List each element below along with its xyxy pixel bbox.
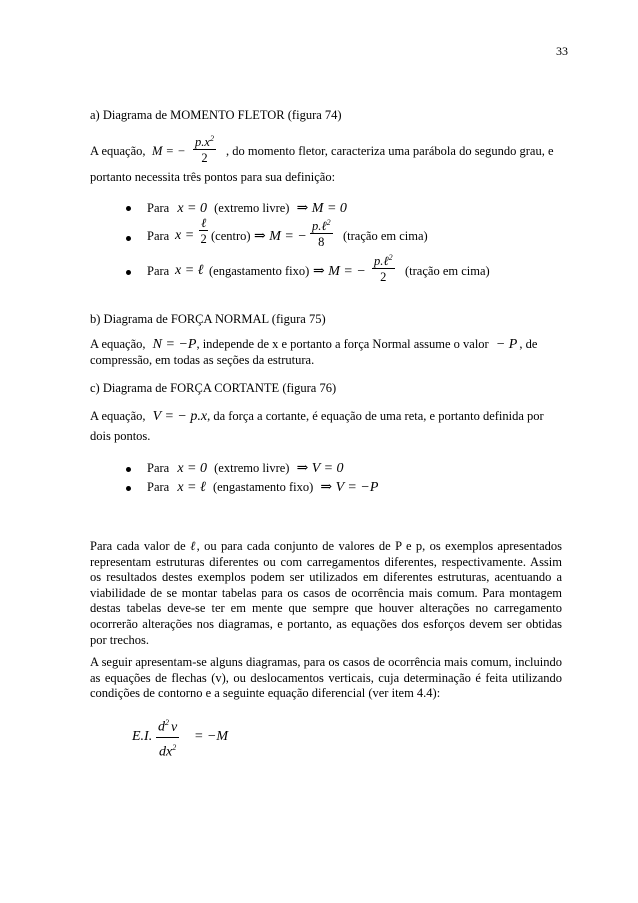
section-c-heading: c) Diagrama de FORÇA CORTANTE (figura 76) [90, 381, 337, 395]
center-moment-fraction [310, 216, 333, 250]
moment-den: 2 [201, 151, 208, 166]
bullet-result-lhs: ⇒ M = − [254, 229, 307, 244]
bullet-prefix: Para [147, 201, 170, 215]
moment-num: p.x [195, 135, 210, 150]
center-moment-num: p.ℓ [312, 219, 327, 234]
center-moment-exp: 2 [326, 218, 331, 227]
text: , ou para cada conjunto de valores de P e p, os exemplos apresentados representam estruturas diferentes ou com carregamentos diferentes, respectivamente. Assim os resultados destes exemplos podem ser utilizados em diferentes estruturas, acentuando a viabilidade de se montar tabelas para os casos de ocorrência mais comum. Para montagem destas tabelas deve-se ter em mente que sempre que houver alterações no carregamento ocorrerão alterações nos diagramas, e portanto, as equações dos esforços devem ser obtidas por trechos. [90, 539, 562, 647]
moment-num-exp: 2 [209, 134, 214, 143]
text: A equação, [90, 337, 146, 351]
section-a-intro-line1 [90, 132, 562, 170]
differential-equation [132, 714, 272, 758]
bullet-note: (extremo livre) [214, 201, 290, 215]
bullet-dot [126, 236, 131, 241]
section-c-bullet-1 [147, 460, 344, 477]
section-c-line1 [90, 409, 544, 425]
fixed-moment-den: 2 [380, 270, 387, 285]
center-num: ℓ [201, 216, 207, 230]
bullet-condition: x = ℓ [175, 263, 204, 278]
bullet-prefix: Para [147, 229, 170, 243]
intro-text-before: A equação, [90, 144, 146, 158]
normal-value: − P [495, 337, 518, 352]
eq-lhs: E.I. [132, 729, 153, 744]
section-a-bullet-2 [147, 216, 467, 250]
center-moment-den: 8 [318, 235, 325, 250]
section-b-line2: compressão, em todas as seções da estrutura. [90, 353, 315, 367]
bullet-dot [126, 206, 131, 211]
bullet-condition-lhs: x = [175, 228, 195, 243]
intro-text-after: , do momento fletor, caracteriza uma parábola do segundo grau, e [226, 144, 554, 158]
eq-den: dx [159, 744, 173, 760]
page-number: 33 [556, 44, 568, 58]
text: , de [519, 337, 538, 351]
bullet-condition: x = 0 [177, 201, 208, 216]
bullet-prefix: Para [147, 480, 170, 494]
center-fraction [199, 216, 208, 247]
eq-num: d [158, 719, 165, 735]
normal-equation: N = −P [152, 337, 197, 352]
bullet-dot [126, 486, 131, 491]
section-a-bullet-1 [147, 200, 347, 217]
eq-num-exp: 2 [165, 718, 169, 727]
fixed-moment-fraction [372, 251, 395, 285]
section-c-bullet-2 [147, 479, 378, 496]
paragraph-diagrams: A seguir apresentam-se alguns diagramas, para os casos de ocorrência mais comum, incluindo as equações de flechas (v), ou deslocamentos verticais, cuja determinação é feita utilizando condições de contorno e a seguinte equação diferencial (ver item 4.4): [90, 655, 562, 701]
section-b-line1 [90, 337, 562, 353]
section-b-heading: b) Diagrama de FORÇA NORMAL (figura 75) [90, 312, 326, 326]
bullet-prefix: Para [147, 461, 170, 475]
eq-den-exp: 2 [172, 742, 177, 752]
fixed-moment-exp: 2 [388, 253, 393, 262]
text: A equação, [90, 409, 146, 423]
shear-equation: V = − p.x [152, 409, 208, 424]
bullet-condition: x = ℓ [177, 480, 206, 495]
moment-fraction [193, 132, 216, 166]
bullet-result-lhs: ⇒ M = − [313, 264, 366, 279]
bullet-prefix: Para [147, 264, 170, 278]
bullet-result: ⇒ V = −P [320, 480, 379, 495]
center-den: 2 [200, 232, 207, 246]
bullet-tail: (tração em cima) [343, 229, 428, 243]
moment-eq-lhs: M = − [152, 144, 186, 158]
fixed-moment-num: p.ℓ [374, 254, 389, 269]
bullet-result: ⇒ M = 0 [296, 201, 347, 216]
bullet-note: (engastamento fixo) [212, 480, 314, 494]
bullet-note: (centro) [211, 229, 251, 243]
bullet-dot [126, 270, 131, 275]
eq-rhs: = −M [194, 729, 229, 744]
bullet-note: (engastamento fixo) [209, 264, 310, 278]
section-a-bullet-3 [147, 251, 507, 285]
bullet-note: (extremo livre) [214, 461, 290, 475]
text: , da força a cortante, é equação de uma reta, e portanto definida por [207, 409, 544, 423]
bullet-tail: (tração em cima) [405, 264, 490, 278]
ell-symbol: ℓ [190, 539, 197, 553]
text: Para cada valor de [90, 539, 186, 553]
section-a-heading: a) Diagrama de MOMENTO FLETOR (figura 74) [90, 108, 342, 122]
section-a-intro-line2: portanto necessita três pontos para sua definição: [90, 170, 336, 184]
eq-num-var: v [171, 719, 178, 735]
eq-fraction [156, 714, 179, 762]
bullet-result: ⇒ V = 0 [296, 461, 344, 476]
bullet-dot [126, 467, 131, 472]
bullet-condition: x = 0 [177, 461, 208, 476]
paragraph-tables [90, 539, 562, 648]
text: , independe de x e portanto a força Normal assume o valor [196, 337, 489, 351]
section-c-line2: dois pontos. [90, 429, 151, 443]
